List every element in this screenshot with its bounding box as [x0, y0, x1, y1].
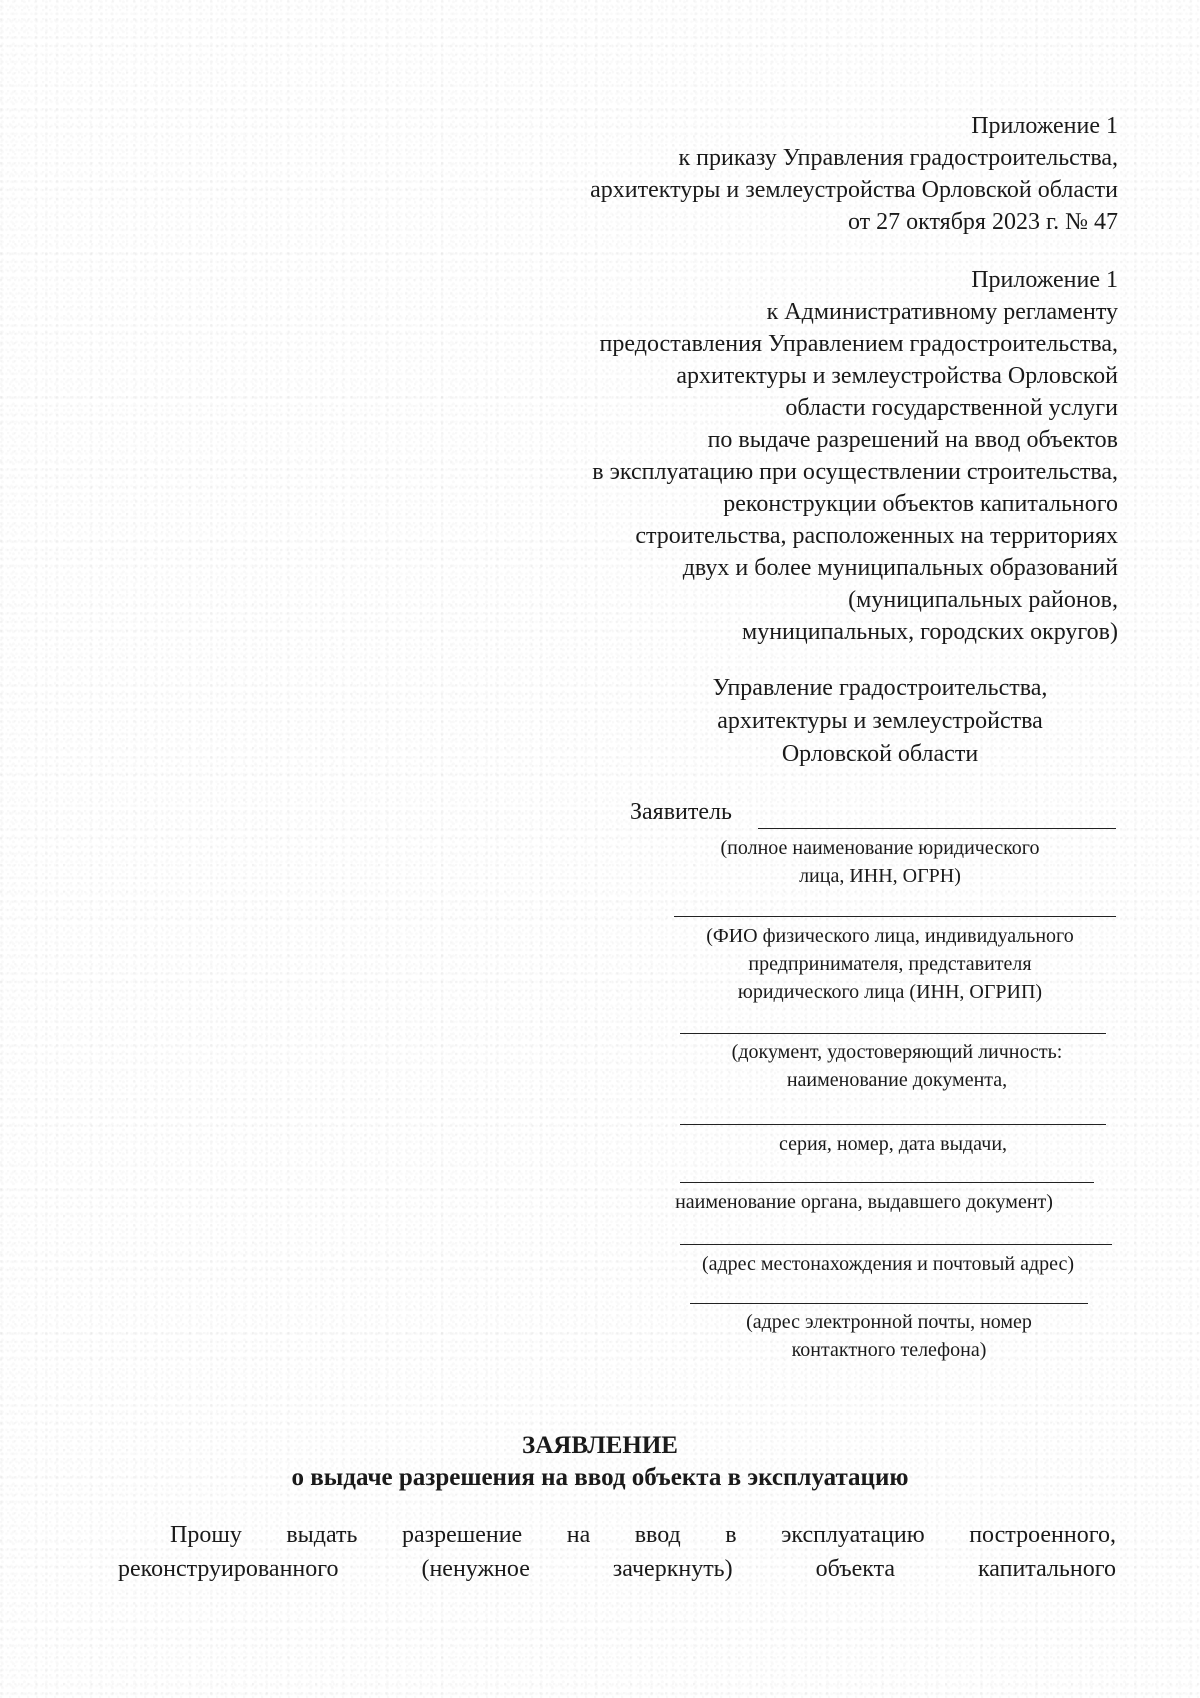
hint-person-2: предпринимателя, представителя — [748, 953, 1032, 975]
recipient-line: Орловской области — [781, 741, 979, 767]
word: капитального — [977, 1556, 1116, 1582]
recipient-block — [660, 672, 1100, 771]
word: Прошу — [170, 1522, 242, 1548]
hint-contact-2: контактного телефона) — [791, 1339, 987, 1361]
document-series-field[interactable] — [680, 1124, 1106, 1125]
contact-field[interactable] — [690, 1303, 1088, 1304]
word: объекта — [815, 1556, 896, 1582]
hint-person-3: юридического лица (ИНН, ОГРИП) — [737, 981, 1043, 1003]
annex-regulation-line: архитектуры и землеустройства Орловской — [676, 363, 1118, 389]
annex-order-line: к приказу Управления градостроительства, — [678, 145, 1118, 171]
word: в — [725, 1522, 737, 1548]
annex-regulation-line: муниципальных, городских округов) — [742, 619, 1118, 645]
statement-title: ЗАЯВЛЕНИЕ — [522, 1432, 678, 1459]
hint-doc-2: наименование документа, — [786, 1069, 1008, 1091]
word: ввод — [634, 1522, 681, 1548]
hint-contact-1: (адрес электронной почты, номер — [746, 1311, 1032, 1333]
word: реконструированного — [118, 1556, 339, 1582]
hint-address: (адрес местонахождения и почтовый адрес) — [701, 1253, 1075, 1275]
word: выдать — [286, 1522, 358, 1548]
hint-legal-2: лица, ИНН, ОГРН) — [799, 865, 961, 887]
statement-body — [118, 1518, 1116, 1586]
statement-line-1 — [118, 1518, 1116, 1552]
address-field[interactable] — [680, 1244, 1112, 1245]
recipient-line: Управление градостроительства, — [712, 675, 1048, 701]
annex-regulation-line: к Административному регламенту — [766, 299, 1118, 325]
hint-issuer: наименование органа, выдавшего документ) — [675, 1191, 1053, 1213]
word: на — [566, 1522, 591, 1548]
annex-order-line: Приложение 1 — [971, 113, 1118, 139]
annex-regulation-line: Приложение 1 — [971, 267, 1118, 293]
identity-document-field[interactable] — [680, 1033, 1106, 1034]
statement-line-2 — [118, 1552, 1116, 1586]
hint-person-1: (ФИО физического лица, индивидуального — [706, 925, 1074, 947]
word: (ненужное — [421, 1556, 530, 1582]
annex-regulation-line: в эксплуатацию при осуществлении строительства, — [592, 459, 1118, 485]
annex-order-line: от 27 октября 2023 г. № 47 — [847, 209, 1118, 235]
word: эксплуатацию — [781, 1522, 925, 1548]
annex-regulation-line: двух и более муниципальных образований — [682, 555, 1118, 581]
applicant-label: Заявитель — [630, 799, 732, 825]
annex-regulation-line: по выдаче разрешений на ввод объектов — [707, 427, 1118, 453]
annex-regulation-line: (муниципальных районов, — [848, 587, 1118, 613]
annex-order-header — [590, 110, 1118, 238]
recipient-line: архитектуры и землеустройства — [717, 708, 1043, 734]
annex-regulation-line: строительства, расположенных на территориях — [635, 523, 1118, 549]
word: зачеркнуть) — [612, 1556, 733, 1582]
word: построенного, — [969, 1522, 1116, 1548]
hint-series: серия, номер, дата выдачи, — [778, 1133, 1008, 1155]
person-name-field[interactable] — [674, 916, 1116, 917]
applicant-name-field[interactable] — [758, 828, 1116, 829]
annex-regulation-line: реконструкции объектов капитального — [723, 491, 1118, 517]
word: разрешение — [401, 1522, 523, 1548]
annex-regulation-header — [592, 264, 1118, 648]
annex-regulation-line: предоставления Управлением градостроительства, — [599, 331, 1118, 357]
hint-doc-1: (документ, удостоверяющий личность: — [731, 1041, 1063, 1063]
annex-order-line: архитектуры и землеустройства Орловской области — [590, 177, 1118, 203]
document-issuer-field[interactable] — [680, 1182, 1094, 1183]
statement-subtitle: о выдаче разрешения на ввод объекта в эксплуатацию — [291, 1464, 909, 1491]
hint-legal-1: (полное наименование юридического — [720, 837, 1040, 859]
annex-regulation-line: области государственной услуги — [785, 395, 1118, 421]
